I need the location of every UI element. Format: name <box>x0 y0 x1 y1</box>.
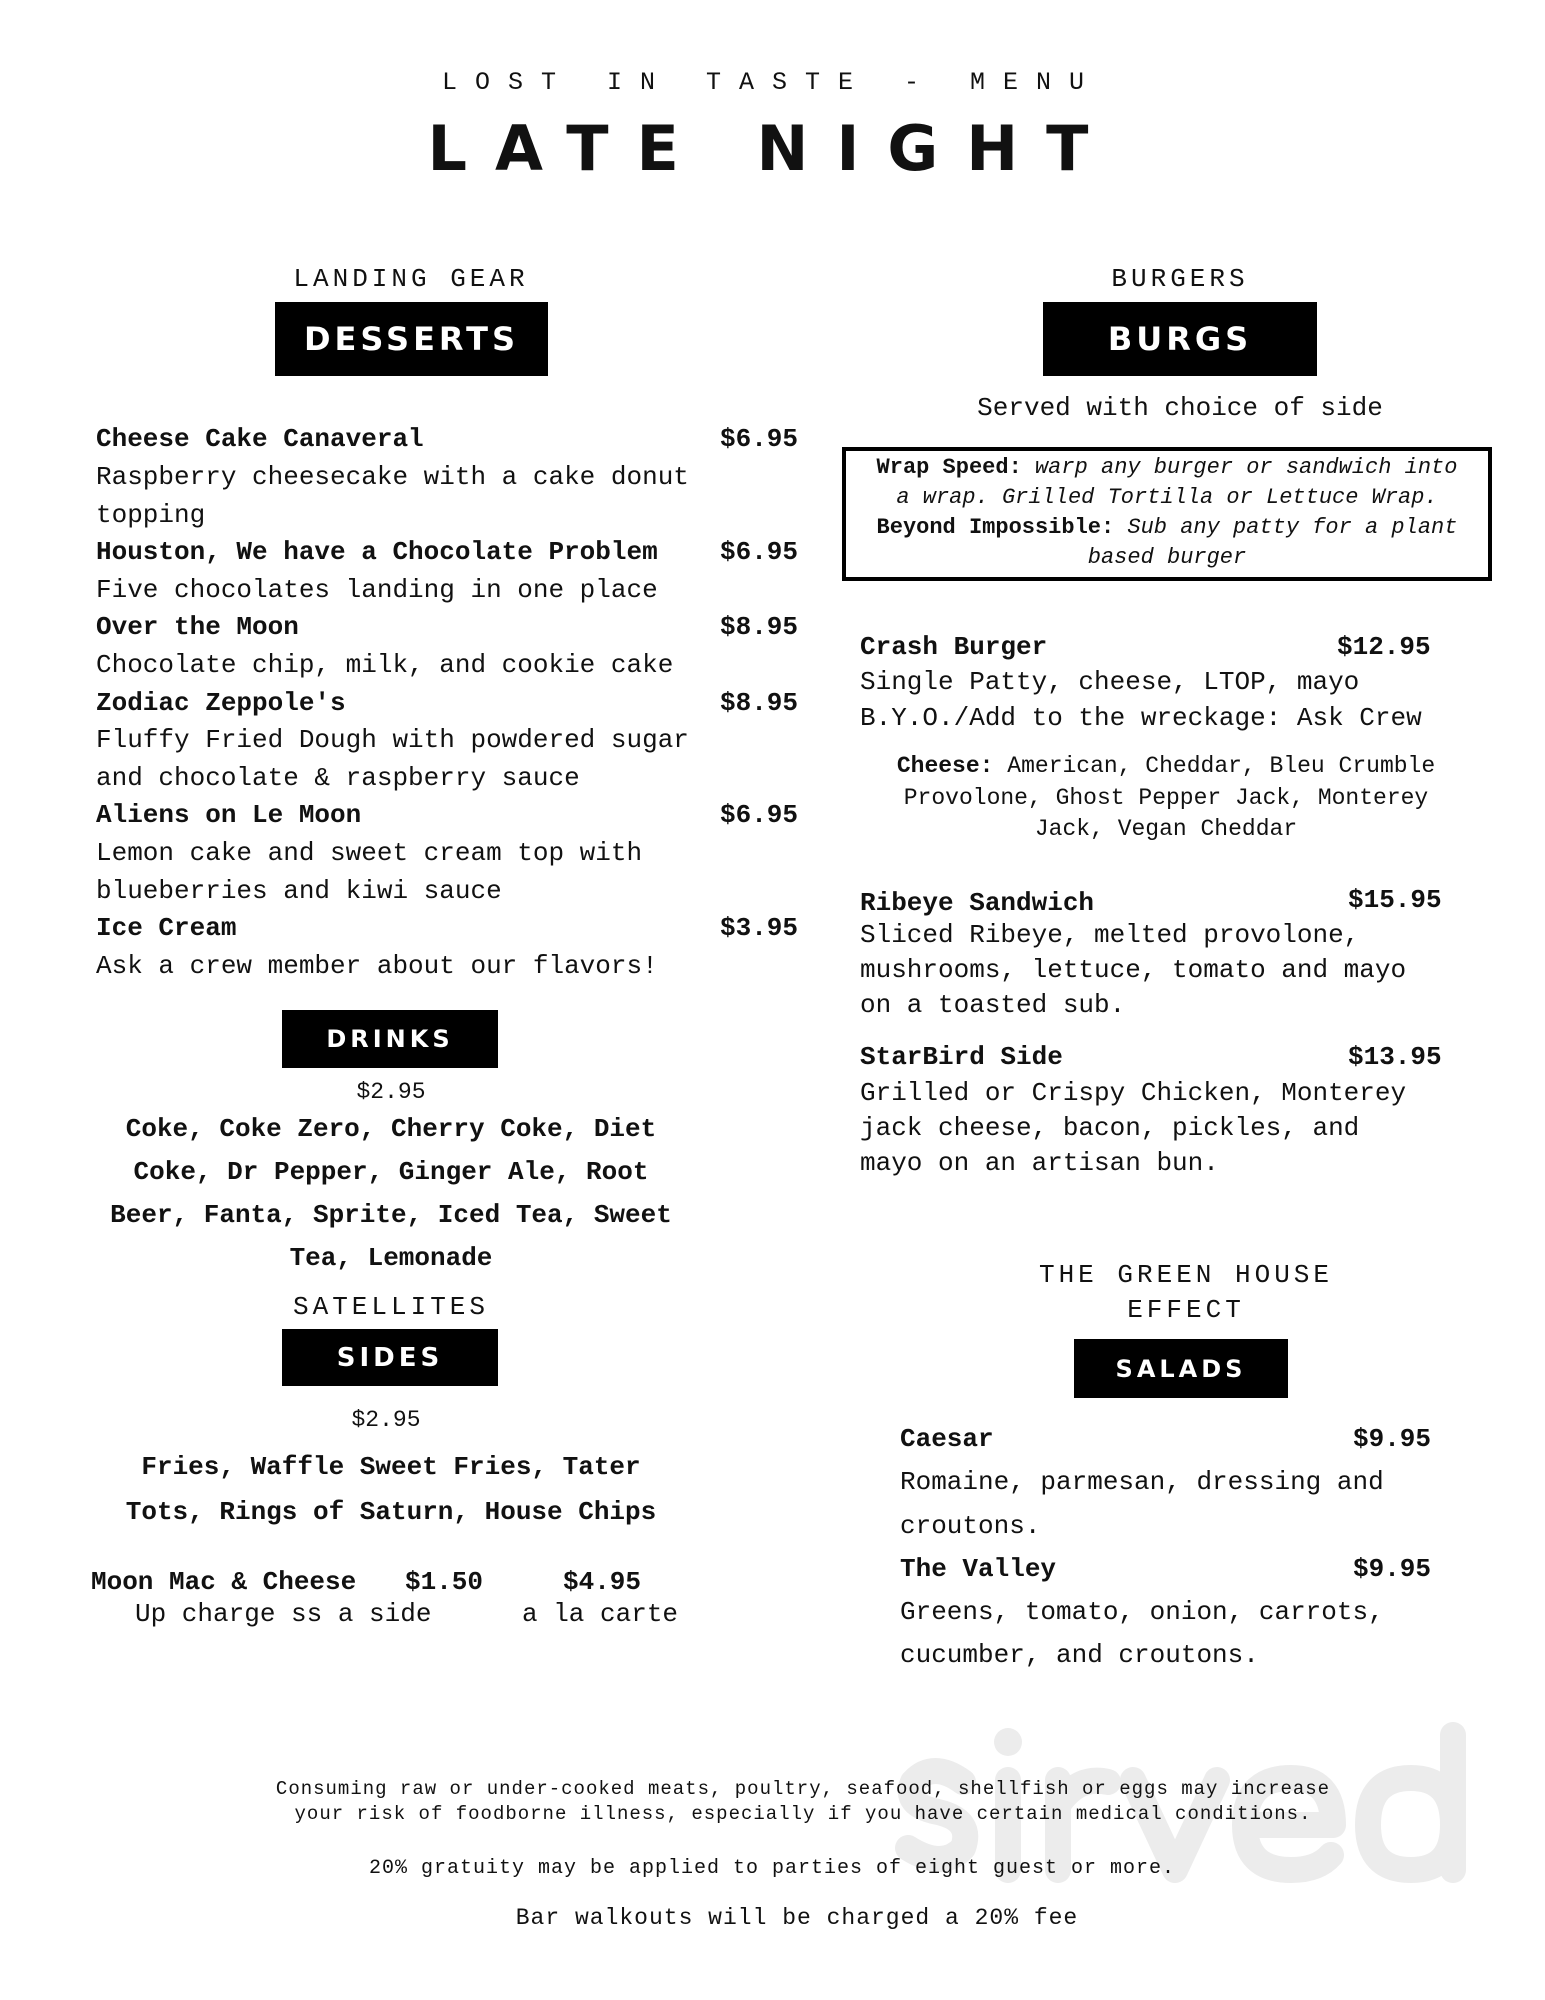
burgers-header: BURGS <box>1043 302 1317 376</box>
salad-name: The Valley <box>900 1554 1057 1584</box>
burger-desc: Single Patty, cheese, LTOP, mayo <box>860 667 1360 697</box>
dessert-name: Ice Cream <box>96 913 237 943</box>
dessert-desc: Five chocolates landing in one place <box>96 575 658 605</box>
burger-price: $15.95 <box>1348 885 1442 915</box>
beyond-impossible-text: Sub any patty for a plant <box>1127 515 1458 540</box>
dessert-price: $8.95 <box>720 688 799 718</box>
mac-cheese-alacarte-note: a la carte <box>522 1599 679 1629</box>
dessert-name: Zodiac Zeppole's <box>96 688 346 718</box>
menu-subtitle: LOST IN TASTE - MENU <box>441 68 1103 97</box>
cheese-list: American, Cheddar, Bleu Crumble <box>1007 753 1436 779</box>
dessert-desc: Lemon cake and sweet cream top with <box>96 838 643 868</box>
cheese-list: Provolone, Ghost Pepper Jack, Monterey <box>903 785 1429 811</box>
burger-name: StarBird Side <box>860 1042 1063 1072</box>
sides-list-line: Tots, Rings of Saturn, House Chips <box>125 1497 657 1527</box>
cheese-options <box>897 751 1435 781</box>
salads-kicker: THE GREEN HOUSE <box>1038 1260 1334 1290</box>
food-safety-notice: your risk of foodborne illness, especially if you have certain medical conditions. <box>294 1803 1312 1825</box>
burger-price: $12.95 <box>1337 632 1431 662</box>
desserts-header: DESSERTS <box>275 302 548 376</box>
mac-cheese-side-price: $1.50 <box>405 1567 484 1597</box>
dessert-price: $3.95 <box>720 913 799 943</box>
burgers-kicker: BURGERS <box>1111 264 1249 294</box>
burger-desc: B.Y.O./Add to the wreckage: Ask Crew <box>860 703 1422 733</box>
dessert-desc: Fluffy Fried Dough with powdered sugar <box>96 725 689 755</box>
burger-desc: on a toasted sub. <box>860 990 1126 1020</box>
wrap-speed-text: warp any burger or sandwich into <box>1034 455 1458 480</box>
wrap-speed-text: a wrap. Grilled Tortilla or Lettuce Wrap. <box>896 485 1438 510</box>
menu-title: LATE NIGHT <box>427 112 1117 185</box>
dessert-desc: topping <box>96 500 206 530</box>
salad-price: $9.95 <box>1353 1554 1432 1584</box>
drinks-list-line: Coke, Dr Pepper, Ginger Ale, Root <box>133 1157 649 1187</box>
sides-kicker: SATELLITES <box>292 1292 490 1322</box>
drinks-list-line: Coke, Coke Zero, Cherry Coke, Diet <box>125 1114 657 1144</box>
dessert-price: $6.95 <box>720 537 799 567</box>
dessert-name: Over the Moon <box>96 612 299 642</box>
burger-desc: jack cheese, bacon, pickles, and <box>860 1113 1360 1143</box>
salad-desc: cucumber, and croutons. <box>900 1640 1259 1670</box>
gratuity-notice: 20% gratuity may be applied to parties of eight guest or more. <box>368 1857 1176 1880</box>
dessert-name: Aliens on Le Moon <box>96 800 362 830</box>
dessert-desc: Raspberry cheesecake with a cake donut <box>96 462 689 492</box>
mac-cheese-name: Moon Mac & Cheese <box>91 1567 357 1597</box>
salad-name: Caesar <box>900 1424 994 1454</box>
burger-options-box <box>842 447 1492 581</box>
sides-header: SIDES <box>282 1329 498 1386</box>
drinks-list-line: Tea, Lemonade <box>289 1243 493 1273</box>
burger-desc: Grilled or Crispy Chicken, Monterey <box>860 1078 1407 1108</box>
dessert-name: Houston, We have a Chocolate Problem <box>96 537 658 567</box>
burger-desc: mushrooms, lettuce, tomato and mayo <box>860 955 1407 985</box>
burger-name: Crash Burger <box>860 632 1048 662</box>
salads-kicker: EFFECT <box>1127 1295 1245 1325</box>
burger-price: $13.95 <box>1348 1042 1442 1072</box>
salad-desc: croutons. <box>900 1511 1041 1541</box>
drinks-price: $2.95 <box>356 1079 426 1105</box>
burger-desc: mayo on an artisan bun. <box>860 1148 1219 1178</box>
cheese-list: Jack, Vegan Cheddar <box>1034 816 1298 842</box>
salad-desc: Romaine, parmesan, dressing and <box>900 1467 1384 1497</box>
drinks-list-line: Beer, Fanta, Sprite, Iced Tea, Sweet <box>110 1200 672 1230</box>
salads-header: SALADS <box>1074 1339 1288 1398</box>
drinks-header: DRINKS <box>282 1010 498 1068</box>
beyond-impossible-label: Beyond Impossible: <box>876 515 1115 540</box>
sides-list-line: Fries, Waffle Sweet Fries, Tater <box>141 1452 641 1482</box>
desserts-kicker: LANDING GEAR <box>293 264 529 294</box>
mac-cheese-side-note: Up charge ss a side <box>135 1599 432 1629</box>
cheese-label: Cheese: <box>896 753 994 779</box>
salad-price: $9.95 <box>1353 1424 1432 1454</box>
walkout-notice: Bar walkouts will be charged a 20% fee <box>515 1905 1079 1931</box>
dessert-desc: Chocolate chip, milk, and cookie cake <box>96 650 674 680</box>
dessert-desc: blueberries and kiwi sauce <box>96 876 502 906</box>
dessert-desc: and chocolate & raspberry sauce <box>96 763 580 793</box>
dessert-price: $6.95 <box>720 424 799 454</box>
food-safety-notice: Consuming raw or under-cooked meats, poultry, seafood, shellfish or eggs may increase <box>275 1778 1331 1800</box>
burger-desc: Sliced Ribeye, melted provolone, <box>860 920 1360 950</box>
salad-desc: Greens, tomato, onion, carrots, <box>900 1597 1384 1627</box>
dessert-price: $8.95 <box>720 612 799 642</box>
beyond-impossible-text: based burger <box>1087 545 1247 570</box>
dessert-name: Cheese Cake Canaveral <box>96 424 424 454</box>
dessert-price: $6.95 <box>720 800 799 830</box>
burger-name: Ribeye Sandwich <box>860 888 1095 918</box>
dessert-desc: Ask a crew member about our flavors! <box>96 951 658 981</box>
mac-cheese-alacarte-price: $4.95 <box>563 1567 642 1597</box>
burgers-side-note: Served with choice of side <box>977 393 1383 423</box>
wrap-speed-label: Wrap Speed: <box>876 455 1022 480</box>
sides-price: $2.95 <box>351 1407 421 1433</box>
